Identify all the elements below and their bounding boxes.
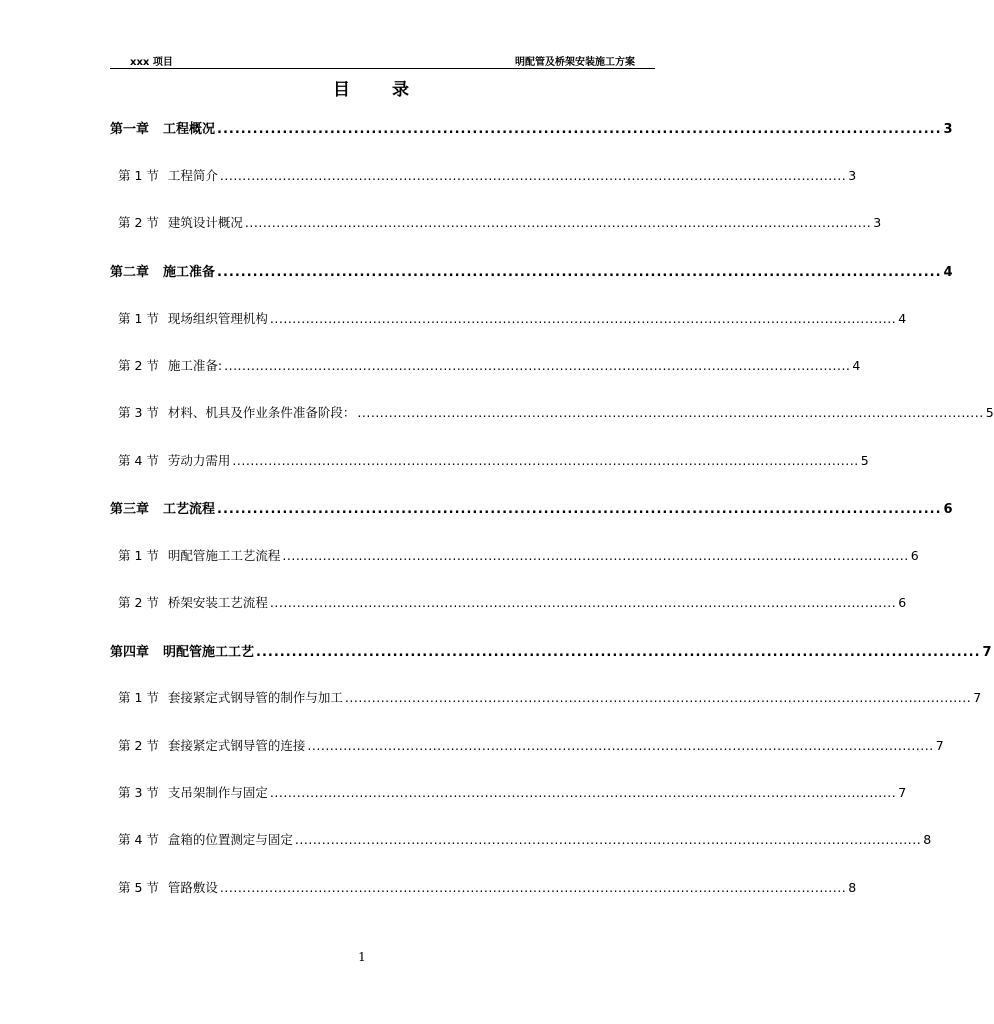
toc-number: 第 4 节 xyxy=(118,453,159,468)
toc-section[interactable] xyxy=(118,213,882,231)
toc-page: 7 xyxy=(935,738,944,753)
toc-page: 4 xyxy=(852,358,861,373)
toc-text: 工程概况 xyxy=(163,122,216,137)
toc-text: 施工准备 xyxy=(163,265,216,280)
toc-leader: .......................................................................................................................... xyxy=(256,645,981,660)
toc-page: 8 xyxy=(848,880,857,895)
toc-title: 目 录 xyxy=(333,80,427,100)
toc-text: 明配管施工工艺流程 xyxy=(167,548,281,563)
toc-page: 6 xyxy=(943,502,953,517)
toc-chapter[interactable] xyxy=(110,641,992,660)
toc-leader: ............................................................................................................................................ xyxy=(244,215,872,230)
toc-number: 第 3 节 xyxy=(118,405,159,420)
toc-leader: .......................................................................................................................... xyxy=(217,502,942,517)
toc-page: 6 xyxy=(910,548,919,563)
toc-section[interactable] xyxy=(118,451,869,469)
toc-leader: ............................................................................................................................................ xyxy=(219,880,847,895)
toc-page: 7 xyxy=(982,645,992,660)
toc-text: 施工准备: xyxy=(167,358,223,373)
toc-section[interactable] xyxy=(118,688,982,706)
toc-text: 套接紧定式钢导管的制作与加工 xyxy=(167,690,343,705)
toc-text: 套接紧定式钢导管的连接 xyxy=(167,738,306,753)
toc-number: 第 4 节 xyxy=(118,832,159,847)
toc-number: 第 1 节 xyxy=(118,690,159,705)
toc-text: 桥架安装工艺流程 xyxy=(167,595,268,610)
toc-page: 5 xyxy=(985,405,994,420)
page-number: 1 xyxy=(358,950,366,964)
toc-leader: .......................................................................................................................... xyxy=(217,265,942,280)
toc-section[interactable] xyxy=(118,309,907,327)
toc-section[interactable] xyxy=(118,878,857,896)
toc-number: 第二章 xyxy=(110,265,150,280)
toc-number: 第一章 xyxy=(110,122,150,137)
toc-page: 6 xyxy=(898,595,907,610)
toc-leader: ............................................................................................................................................ xyxy=(224,358,851,373)
toc-section[interactable] xyxy=(118,783,907,801)
toc-number: 第 1 节 xyxy=(118,168,159,183)
toc-number: 第 3 节 xyxy=(118,785,159,800)
toc-section[interactable] xyxy=(118,546,919,564)
toc-page: 3 xyxy=(943,122,953,137)
toc-section[interactable] xyxy=(118,403,994,421)
toc-page: 4 xyxy=(943,265,953,280)
toc-page: 4 xyxy=(898,311,907,326)
toc-text: 工程简介 xyxy=(167,168,218,183)
toc-leader: ............................................................................................................................................ xyxy=(269,595,897,610)
toc-number: 第 2 节 xyxy=(118,215,159,230)
toc-text: 支吊架制作与固定 xyxy=(167,785,268,800)
toc-text: 材料、机具及作业条件准备阶段： xyxy=(167,405,356,420)
toc-section[interactable] xyxy=(118,166,857,184)
toc-leader: ............................................................................................................................................ xyxy=(344,690,972,705)
toc-text: 管路敷设 xyxy=(167,880,218,895)
toc-number: 第四章 xyxy=(110,645,150,660)
toc-leader: .......................................................................................................................... xyxy=(217,122,942,137)
toc-page: 7 xyxy=(973,690,982,705)
toc-number: 第 1 节 xyxy=(118,311,159,326)
page-header xyxy=(110,52,655,69)
toc-number: 第 2 节 xyxy=(118,595,159,610)
toc-text: 劳动力需用 xyxy=(167,453,231,468)
toc-chapter[interactable] xyxy=(110,498,953,517)
toc-number: 第 2 节 xyxy=(118,358,159,373)
toc-chapter[interactable] xyxy=(110,261,953,280)
toc-text: 明配管施工工艺 xyxy=(163,645,255,660)
toc-section[interactable] xyxy=(118,356,861,374)
header-doc-title: 明配管及桥架安装施工方案 xyxy=(515,57,635,68)
toc-section[interactable] xyxy=(118,830,932,848)
toc-text: 工艺流程 xyxy=(163,502,216,517)
toc-leader: ............................................................................................................................................ xyxy=(232,453,859,468)
toc-text: 建筑设计概况 xyxy=(167,215,243,230)
toc-chapter[interactable] xyxy=(110,118,953,137)
toc-leader: ............................................................................................................................................ xyxy=(294,832,922,847)
toc-page: 3 xyxy=(848,168,857,183)
toc-leader: ............................................................................................................................................ xyxy=(282,548,909,563)
toc-number: 第三章 xyxy=(110,502,150,517)
toc-page: 7 xyxy=(898,785,907,800)
toc-page: 3 xyxy=(873,215,882,230)
toc-number: 第 2 节 xyxy=(118,738,159,753)
toc-leader: ............................................................................................................................................ xyxy=(307,738,934,753)
toc-text: 现场组织管理机构 xyxy=(167,311,268,326)
toc-leader: ............................................................................................................................................ xyxy=(219,168,847,183)
toc-page: 8 xyxy=(923,832,932,847)
toc-leader: ............................................................................................................................................ xyxy=(357,405,984,420)
toc-section[interactable] xyxy=(118,593,907,611)
toc-section[interactable] xyxy=(118,736,944,754)
header-project: xxx 项目 xyxy=(130,57,173,68)
toc-leader: ............................................................................................................................................ xyxy=(269,785,897,800)
toc-page: 5 xyxy=(860,453,869,468)
toc-number: 第 5 节 xyxy=(118,880,159,895)
toc-leader: ............................................................................................................................................ xyxy=(269,311,897,326)
toc-text: 盒箱的位置测定与固定 xyxy=(167,832,293,847)
toc-number: 第 1 节 xyxy=(118,548,159,563)
